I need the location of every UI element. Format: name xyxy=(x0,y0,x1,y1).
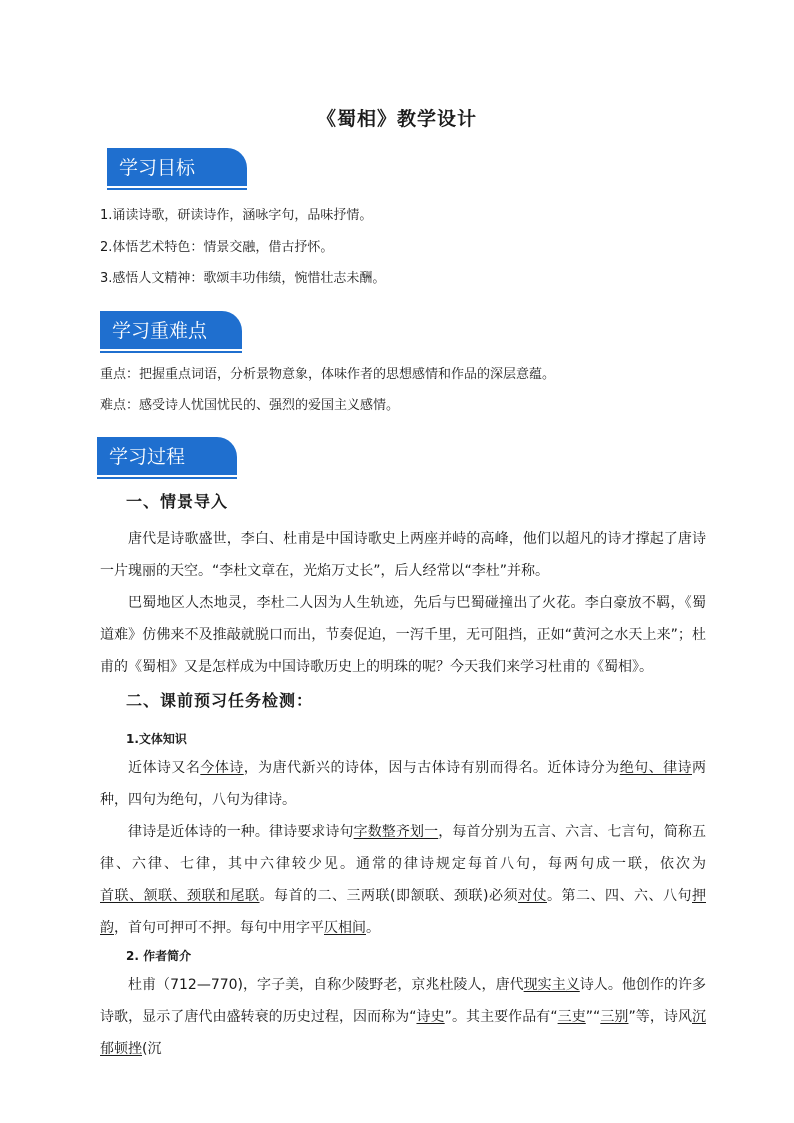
key-term: 绝句、律诗 xyxy=(619,760,693,776)
key-term: 三吏 xyxy=(557,1009,586,1025)
difficult-point: 难点：感受诗人忧国忧民的、强烈的爱国主义感情。 xyxy=(100,398,400,413)
section-badge-keypoints: 学习重难点 xyxy=(100,311,242,349)
paragraph-author: 杜甫（712—770)，字子美，自称少陵野老，京兆杜陵人，唐代现实主义诗人。他创作的许多诗歌，显示了唐代由盛转衰的历史过程，因而称为“诗史”。其主要作品有“三吏”“三别”等，诗风沉郁顿挫(沉 xyxy=(100,977,707,1057)
goal-item: 1.诵读诗歌，研读诗作，涵咏字句，品味抒情。 xyxy=(100,208,373,223)
key-point: 重点：把握重点词语，分析景物意象，体味作者的思想感情和作品的深层意蕴。 xyxy=(100,367,556,382)
key-term: 对仗 xyxy=(517,888,547,904)
key-term: 首联、颔联、颈联和尾联 xyxy=(100,888,260,904)
key-term: 字数整齐划一 xyxy=(353,824,439,840)
key-term: 押韵 xyxy=(100,888,706,936)
key-term: 三别 xyxy=(600,1009,629,1025)
page-title: 《蜀相》教学设计 xyxy=(316,108,477,130)
goal-item: 2.体悟艺术特色：情景交融，借古抒怀。 xyxy=(100,240,334,255)
key-term: 今体诗 xyxy=(200,760,244,776)
paragraph-intro-2: 巴蜀地区人杰地灵，李杜二人因为人生轨迹，先后与巴蜀碰撞出了火花。李白豪放不羁，《蜀道难》仿佛来不及推敲就脱口而出，节奏促迫，一泻千里，无可阻挡，正如“黄河之水天上来”；杜甫的《蜀相》又是怎样成为中国诗歌历史上的明珠的呢？今天我们来学习杜甫的《蜀相》。 xyxy=(100,595,706,675)
heading-situation-intro: 一、情景导入 xyxy=(126,492,229,511)
key-term: 诗史 xyxy=(416,1009,445,1025)
key-term: 仄相间 xyxy=(324,920,366,936)
paragraph-genre-1: 近体诗又名今体诗，为唐代新兴的诗体，因与古体诗有别而得名。近体诗分为绝句、律诗两种，四句为绝句，八句为律诗。 xyxy=(100,760,707,808)
key-term: 现实主义 xyxy=(523,977,580,993)
section-badge-process: 学习过程 xyxy=(97,437,237,475)
paragraph-genre-2: 律诗是近体诗的一种。律诗要求诗句字数整齐划一，每首分别为五言、六言、七言句，简称五律、六律、七律，其中六律较少见。通常的律诗规定每首八句，每两句成一联，依次为首联、颔联、颈联和尾联。每首的二、三两联(即颔联、颈联)必须对仗。第二、四、六、八句押韵，首句可押可不押。每句中用字平仄相间。 xyxy=(100,824,707,936)
subheading-author: 2. 作者简介 xyxy=(126,949,192,963)
heading-preview-check: 二、课前预习任务检测： xyxy=(126,691,314,710)
key-term: 沉郁顿挫 xyxy=(100,1009,706,1057)
paragraph-intro-1: 唐代是诗歌盛世，李白、杜甫是中国诗歌史上两座并峙的高峰，他们以超凡的诗才撑起了唐诗一片瑰丽的天空。“李杜文章在，光焰万丈长”，后人经常以“李杜”并称。 xyxy=(100,531,706,579)
goal-item: 3.感悟人文精神：歌颂丰功伟绩，惋惜壮志未酬。 xyxy=(100,271,386,286)
section-badge-goals: 学习目标 xyxy=(107,148,247,186)
subheading-genre: 1.文体知识 xyxy=(126,732,187,746)
